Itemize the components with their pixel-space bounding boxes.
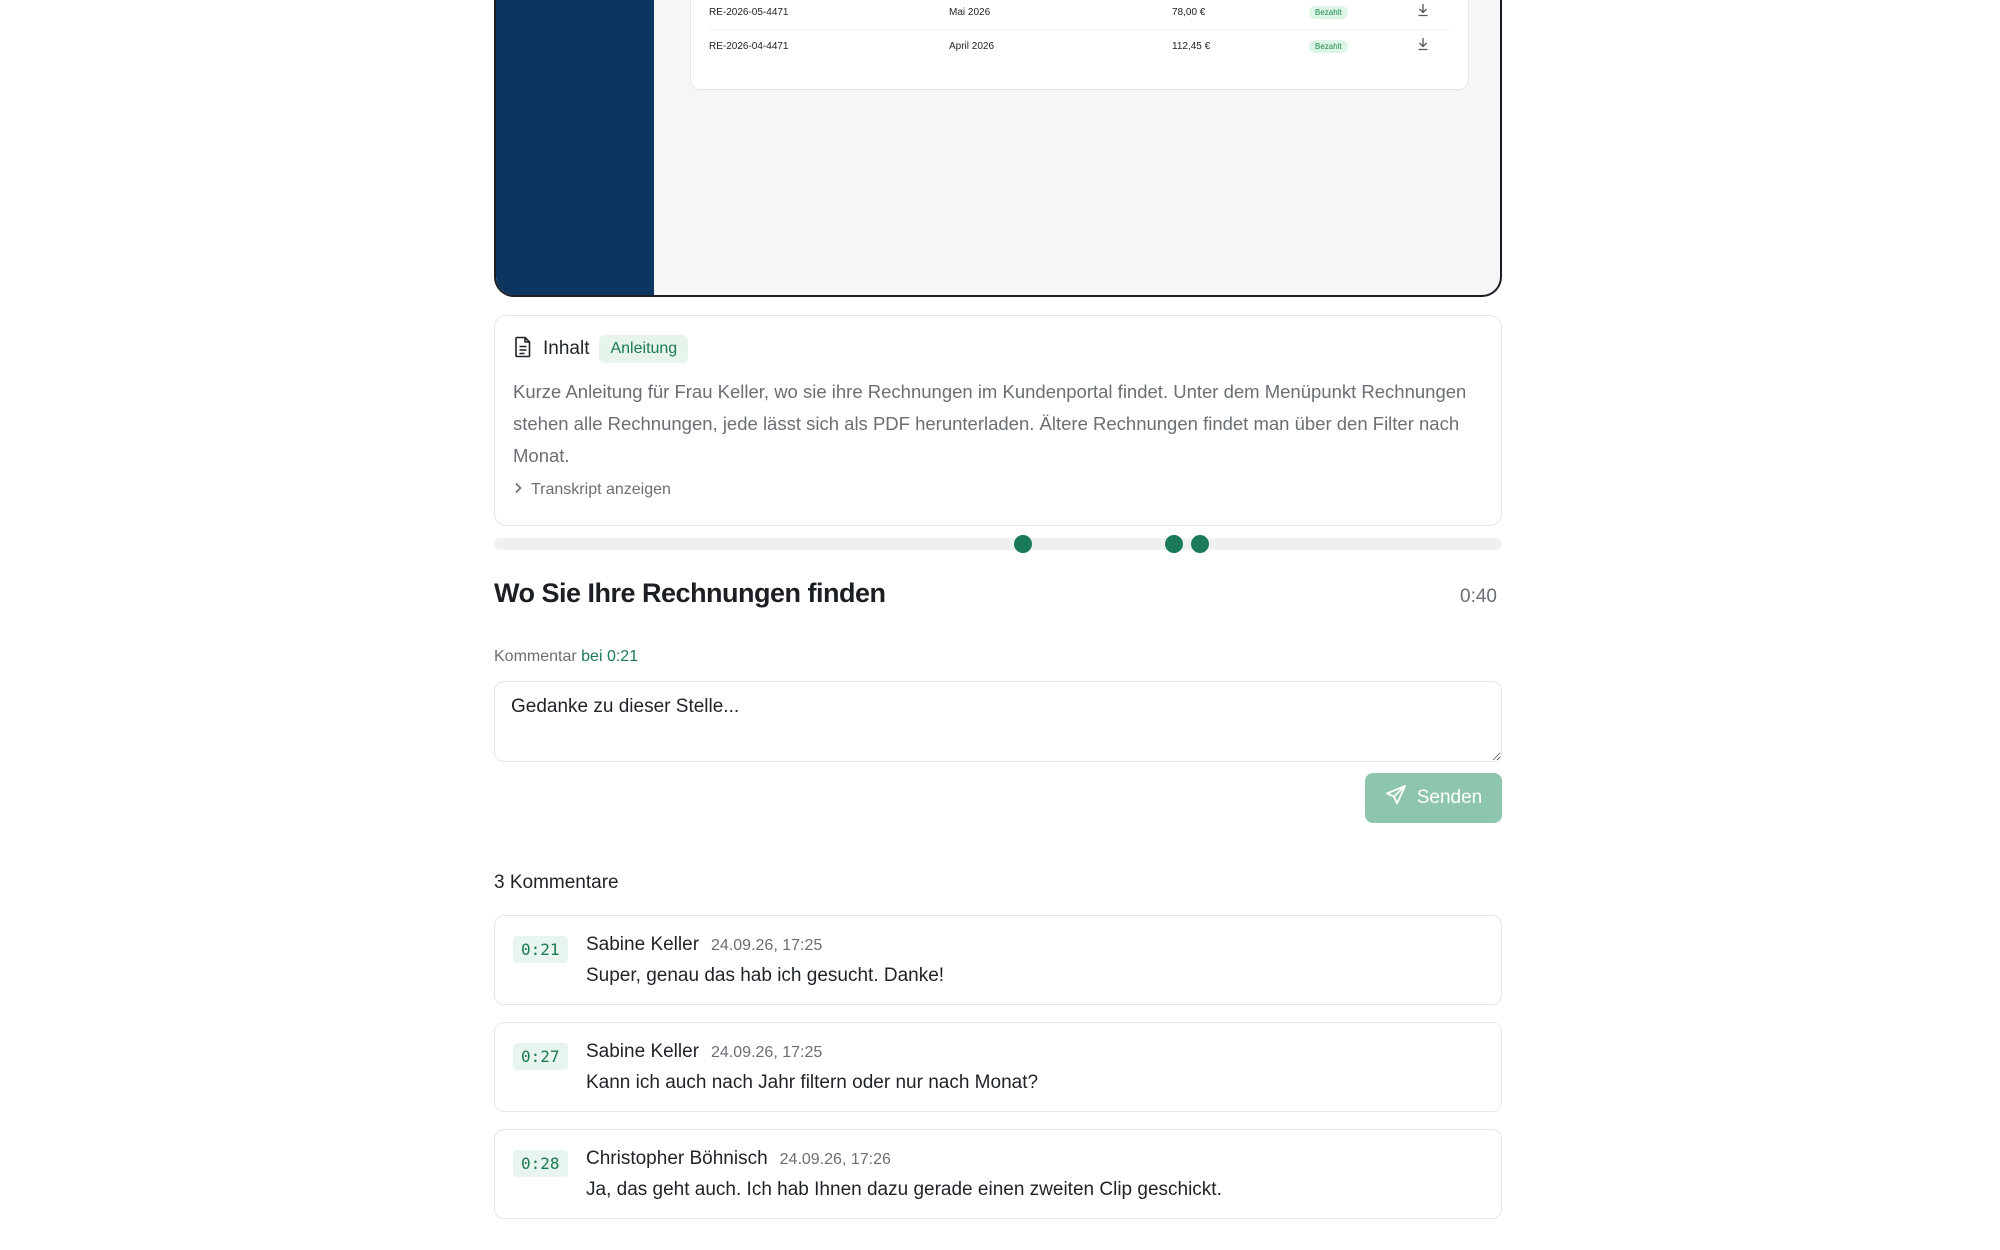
timeline-marker[interactable]	[1165, 535, 1183, 553]
comment-timestamp-button[interactable]: 0:21	[513, 936, 568, 963]
invoice-month: Mai 2026	[949, 7, 991, 18]
invoice-amount: 78,00 €	[1172, 7, 1206, 18]
comment-input[interactable]	[494, 681, 1502, 762]
chevron-right-icon	[513, 481, 523, 499]
video-duration: 0:40	[1460, 586, 1497, 607]
comment-timestamp: bei 0:21	[581, 648, 639, 665]
document-icon	[513, 336, 533, 363]
invoice-amount: 112,45 €	[1172, 41, 1211, 52]
invoice-number: RE-2026-04-4471	[709, 41, 789, 52]
content-card	[494, 315, 1502, 526]
comment-item	[494, 915, 1502, 1005]
video-title: Wo Sie Ihre Rechnungen finden	[494, 578, 886, 608]
invoice-table	[690, 0, 1469, 90]
comments-count: 3 Kommentare	[494, 872, 619, 893]
send-button[interactable]	[1365, 773, 1502, 823]
content-title: Inhalt	[543, 338, 590, 359]
comment-text: Super, genau das hab ich gesucht. Danke!	[586, 965, 945, 986]
comment-date: 24.09.26, 17:25	[711, 1044, 823, 1061]
status-badge: Bezahlt	[1309, 6, 1348, 19]
comment-author: Sabine Keller	[586, 934, 700, 955]
comment-label-text: Kommentar	[494, 648, 577, 665]
timeline-marker[interactable]	[1014, 535, 1032, 553]
comment-label	[494, 648, 638, 666]
timeline-marker[interactable]	[1191, 535, 1209, 553]
transcript-label: Transkript anzeigen	[531, 481, 671, 498]
comment-meta	[586, 1041, 822, 1063]
video-player[interactable]	[494, 0, 1502, 297]
comment-timeline[interactable]	[494, 538, 1502, 550]
content-header	[513, 334, 688, 364]
comment-item	[494, 1022, 1502, 1112]
comment-meta	[586, 1148, 891, 1170]
send-label: Senden	[1416, 787, 1483, 808]
table-row	[709, 0, 1450, 30]
comment-meta	[586, 934, 822, 956]
send-icon	[1385, 784, 1407, 812]
table-row	[709, 30, 1450, 64]
comment-timestamp-button[interactable]: 0:27	[513, 1043, 568, 1070]
show-transcript-toggle[interactable]	[513, 481, 671, 499]
comment-text: Kann ich auch nach Jahr filtern oder nur nach Monat?	[586, 1072, 1039, 1093]
comment-date: 24.09.26, 17:26	[779, 1151, 891, 1168]
comment-date: 24.09.26, 17:25	[711, 937, 823, 954]
portal-sidebar	[496, 0, 654, 295]
category-tag: Anleitung	[599, 335, 688, 363]
comment-author: Christopher Böhnisch	[586, 1148, 768, 1169]
content-description: Kurze Anleitung für Frau Keller, wo sie ihre Rechnungen im Kundenportal findet. Unter dem Menüpunkt Rechnungen stehen alle Rechnungen, jede lässt sich als PDF herunterladen. Ältere Rechnungen findet man über den Filter nach Monat.	[513, 381, 1467, 466]
status-badge: Bezahlt	[1309, 40, 1348, 53]
comment-author: Sabine Keller	[586, 1041, 700, 1062]
download-icon	[1417, 3, 1429, 20]
comment-text: Ja, das geht auch. Ich hab Ihnen dazu gerade einen zweiten Clip geschickt.	[586, 1179, 1222, 1200]
invoice-number: RE-2026-05-4471	[709, 7, 789, 18]
download-icon	[1417, 37, 1429, 54]
comment-item	[494, 1129, 1502, 1219]
comment-timestamp-button[interactable]: 0:28	[513, 1150, 568, 1177]
invoice-month: April 2026	[949, 41, 995, 52]
